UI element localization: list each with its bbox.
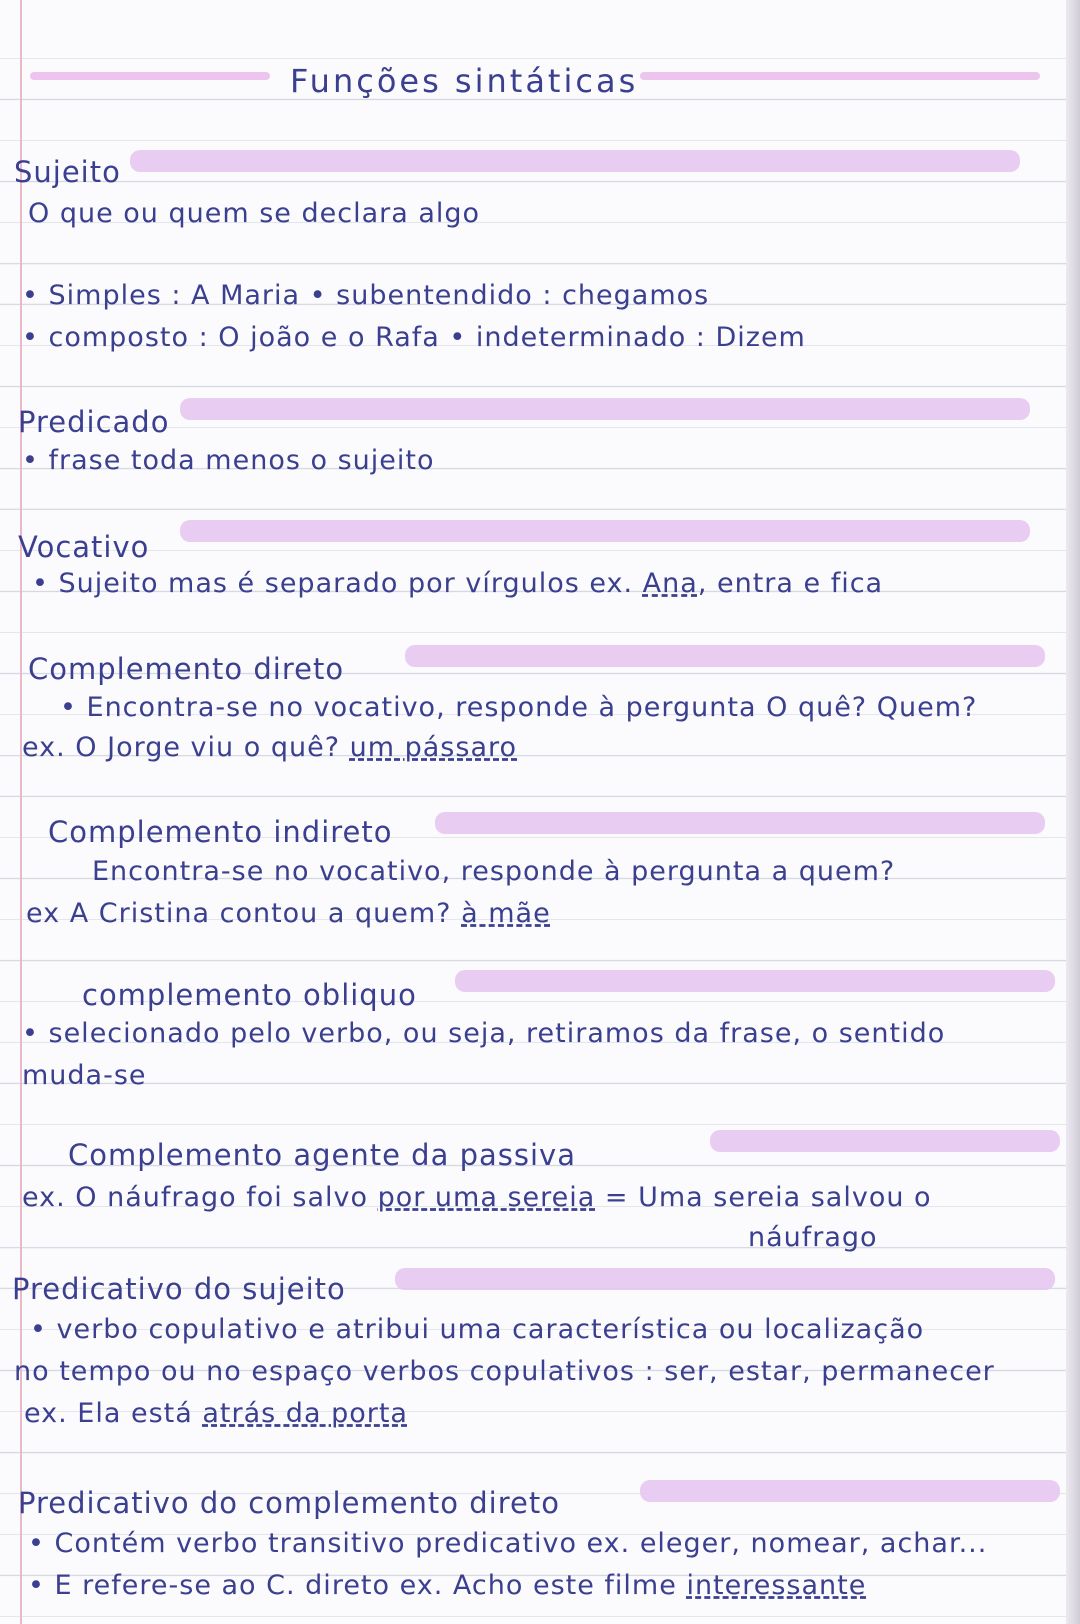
predicativo-sujeito-example-predicative: atrás da porta [202,1398,408,1429]
heading-complemento-obliquo: complemento obliquo [82,978,417,1012]
complemento-direto-example-answer: um pássaro [349,732,518,763]
highlight-complemento-obliquo [455,970,1055,992]
vocativo-line [32,568,883,599]
predicativo-sujeito-line-2: no tempo ou no espaço verbos copulativos : ser, estar, permanecer [14,1356,995,1387]
agente-passiva-example-rest: = Uma sereia salvou o [595,1182,932,1213]
complemento-obliquo-line-2: muda-se [22,1060,147,1091]
highlight-sujeito [130,150,1020,172]
vocativo-example-vocative: Ana [642,568,698,599]
highlight-vocativo [180,520,1030,542]
heading-complemento-direto: Complemento direto [28,652,345,686]
sujeito-line-2: • composto : O joão e o Rafa • indeterminado : Dizem [22,322,806,353]
complemento-direto-line: • Encontra-se no vocativo, responde à pergunta O quê? Quem? [60,692,978,723]
heading-predicativo-sujeito: Predicativo do sujeito [12,1272,346,1306]
predicativo-sujeito-example [24,1398,408,1429]
title-decoration-left [30,72,270,80]
predicativo-complemento-line-2-text: • E refere-se ao C. direto ex. Acho este filme [28,1570,677,1601]
complemento-direto-example-text: ex. O Jorge viu o quê? [22,732,341,763]
heading-predicativo-complemento-direto: Predicativo do complemento direto [18,1486,560,1520]
highlight-complemento-indireto [435,812,1045,834]
heading-agente-passiva: Complemento agente da passiva [68,1138,576,1172]
complemento-indireto-example-text: ex A Cristina contou a quem? [26,898,452,929]
page-title: Funções sintáticas [290,62,639,100]
predicativo-sujeito-line-1: • verbo copulativo e atribui uma característica ou localização [30,1314,925,1345]
complemento-indireto-example [26,898,551,929]
vocativo-text: • Sujeito mas é separado por vírgulos ex. [32,568,634,599]
heading-vocativo: Vocativo [18,530,150,564]
vocativo-example-rest: , entra e fica [697,568,884,599]
title-decoration-right [640,72,1040,80]
heading-complemento-indireto: Complemento indireto [48,815,393,849]
complemento-direto-example [22,732,517,763]
agente-passiva-example [22,1182,932,1213]
page-edge [1066,0,1080,1624]
heading-predicado: Predicado [18,405,170,439]
agente-passiva-example-agent: por uma sereia [377,1182,596,1213]
sujeito-definition: O que ou quem se declara algo [28,198,481,229]
highlight-agente-passiva [710,1130,1060,1152]
highlight-predicativo-sujeito [395,1268,1055,1290]
complemento-obliquo-line-1: • selecionado pelo verbo, ou seja, retiramos da frase, o sentido [22,1018,946,1049]
predicativo-complemento-line-1: • Contém verbo transitivo predicativo ex. eleger, nomear, achar... [28,1528,988,1559]
predicativo-complemento-example-predicative: interessante [686,1570,867,1601]
predicado-line: • frase toda menos o sujeito [22,445,435,476]
complemento-indireto-line: Encontra-se no vocativo, responde à pergunta a quem? [92,856,896,887]
predicativo-complemento-line-2 [28,1570,866,1601]
sujeito-line-1: • Simples : A Maria • subentendido : chegamos [22,280,710,311]
heading-sujeito: Sujeito [14,155,121,189]
complemento-indireto-example-answer: à mãe [461,898,551,929]
agente-passiva-example-text: ex. O náufrago foi salvo [22,1182,368,1213]
predicativo-sujeito-example-text: ex. Ela está [24,1398,193,1429]
highlight-predicativo-complemento [640,1480,1060,1502]
highlight-predicado [180,398,1030,420]
agente-passiva-example-continuation: náufrago [748,1222,878,1253]
highlight-complemento-direto [405,645,1045,667]
